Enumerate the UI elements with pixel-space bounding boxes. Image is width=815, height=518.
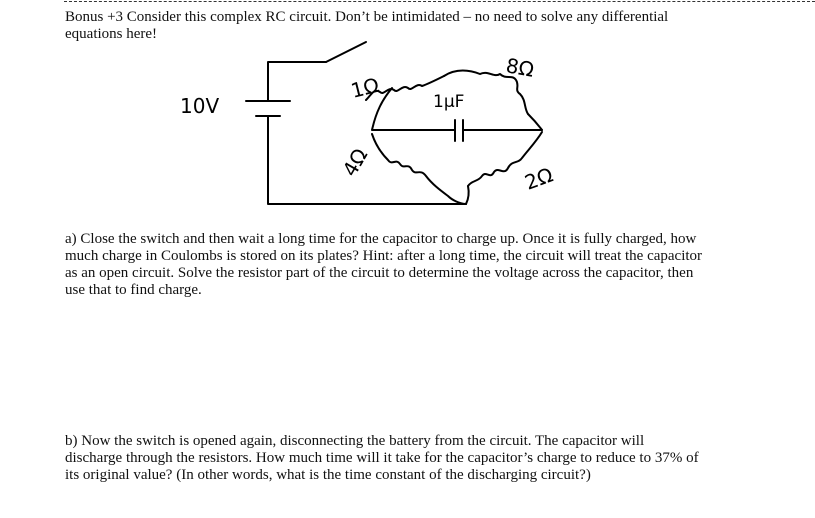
- battery-label: 10V: [180, 94, 220, 118]
- resistor-top-left-label: 1Ω: [348, 72, 382, 103]
- resistor-bottom-left: [372, 134, 466, 204]
- question-part-b: b) Now the switch is opened again, disconnecting the battery from the circuit. The capacitor will discharge through the resistors. How much time will it take for the capacitor’s charge to reduce to 37% of its original value? (In other words, what is the time constant of the discharging circuit?): [65, 433, 699, 483]
- wire-right-branch: [528, 114, 542, 130]
- capacitor-label: 1μF: [433, 92, 465, 112]
- battery-symbol: [246, 101, 290, 116]
- resistor-top-right-label: 8Ω: [504, 53, 536, 82]
- capacitor-symbol: [455, 120, 542, 141]
- question-part-a: a) Close the switch and then wait a long time for the capacitor to charge up. Once it is fully charged, how much charge in Coulombs is stored on its plates? Hint: after a long time, the circuit will treat the capacitor as an open circuit. Solve the resistor part of the circuit to determine the voltage across the capacitor, then use that to find charge.: [65, 231, 703, 298]
- resistor-bottom-right-label: 2Ω: [521, 162, 557, 195]
- intro-text: Bonus +3 Consider this complex RC circuit. Don’t be intimidated – no need to solve any differential equations here!: [65, 9, 669, 42]
- switch: [326, 42, 366, 62]
- resistor-bottom-left-label: 4Ω: [337, 144, 373, 181]
